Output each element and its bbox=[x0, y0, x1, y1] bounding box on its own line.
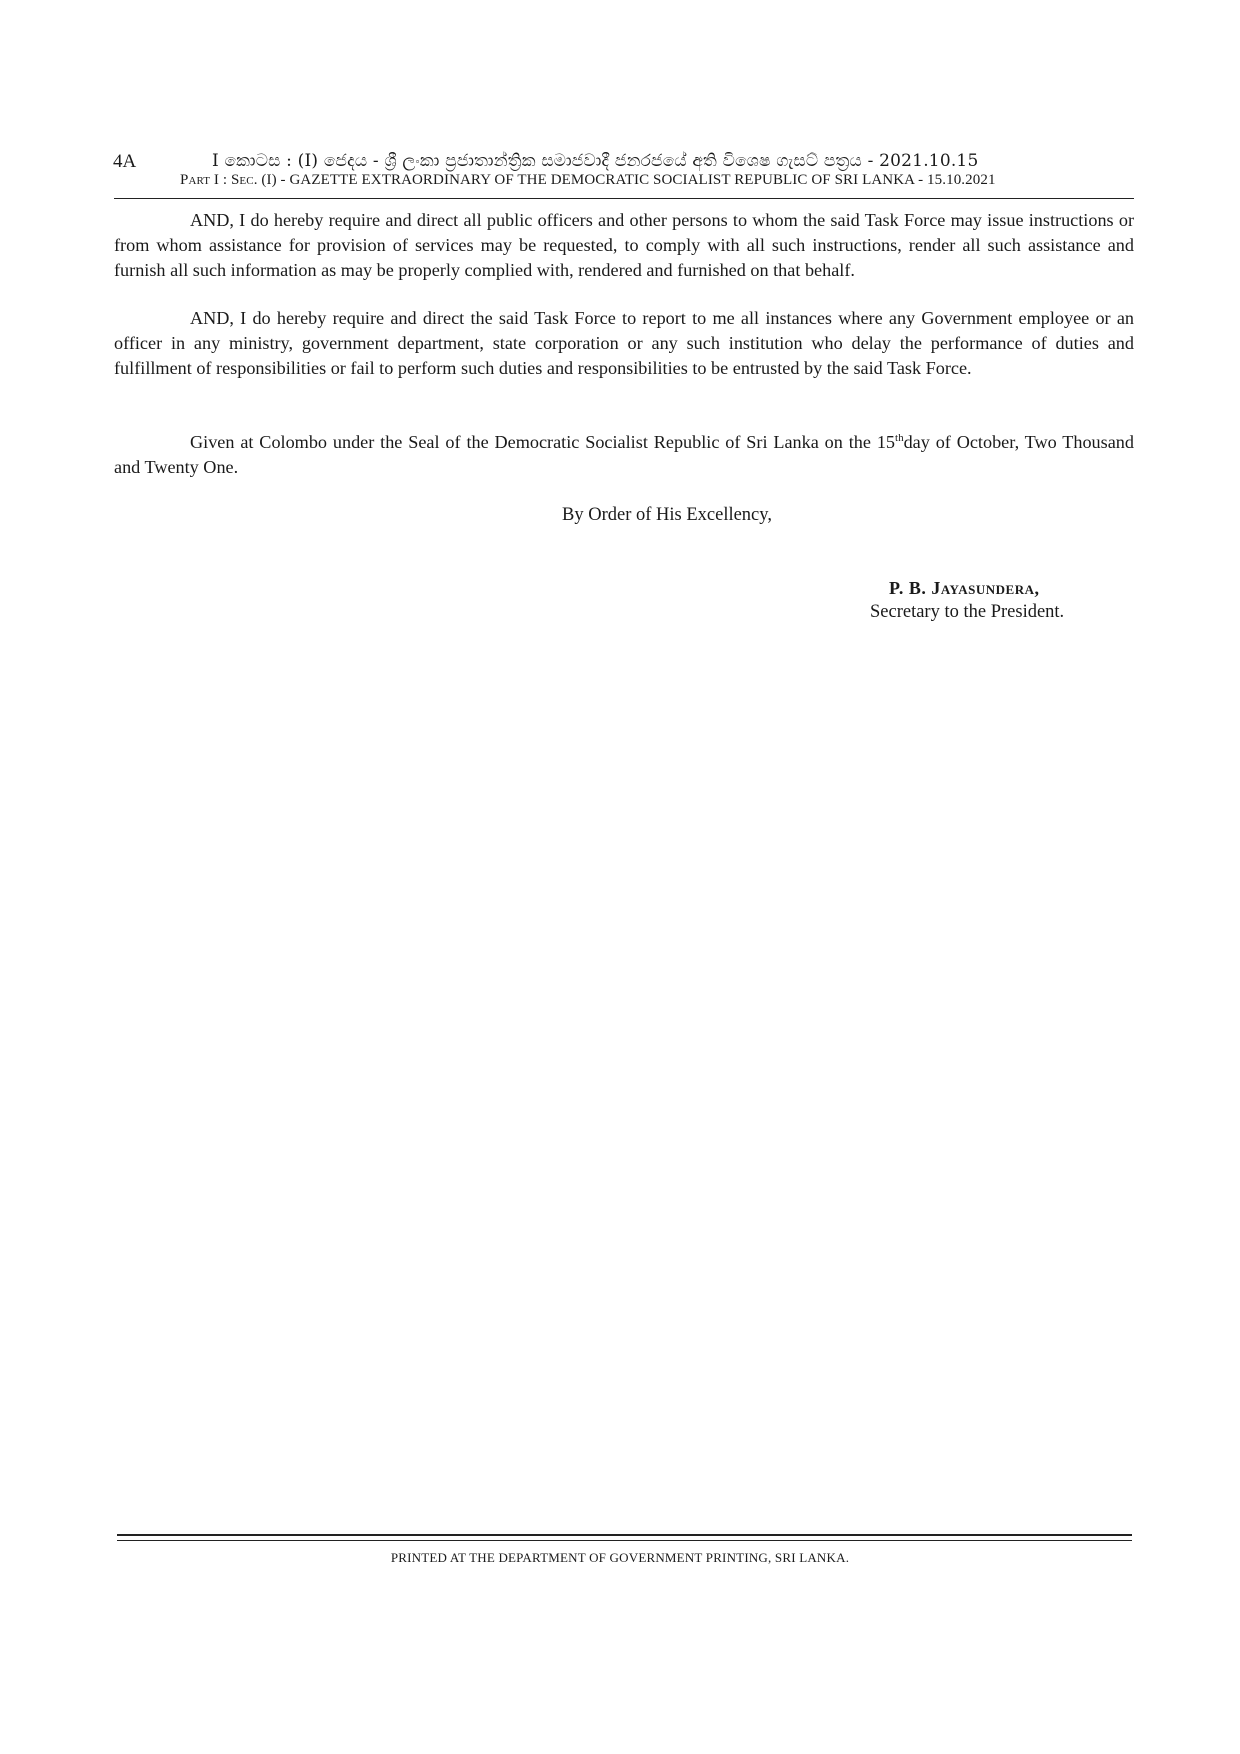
footer-divider-thick bbox=[117, 1534, 1132, 1536]
paragraph-3 bbox=[114, 430, 1134, 480]
footer-divider-thin bbox=[117, 1540, 1132, 1541]
by-order-line: By Order of His Excellency, bbox=[562, 505, 772, 525]
header-english-title-text: (I) - GAZETTE EXTRAORDINARY OF THE DEMOCRATIC SOCIALIST REPUBLIC OF SRI LANKA - 15.10.2021 bbox=[257, 172, 996, 188]
header-part-label: Part I : Sec. bbox=[180, 172, 258, 188]
paragraph-3-after: day of October, Two Thousand and Twenty One. bbox=[114, 432, 1134, 477]
paragraph-1 bbox=[114, 208, 1134, 283]
paragraph-1-text: AND, I do hereby require and direct all public officers and other persons to whom the said Task Force may issue instructions or from whom assistance for provision of services may be requested, to comply with all such instructions, render all such assistance and furnish all such information as may be properly complied with, rendered and furnished on that behalf. bbox=[114, 210, 1134, 280]
header-sinhala-title: I කොටස : (I) ජෙදය - ශ්‍රී ලංකා ප්‍රජාතාන්ත්‍රික සමාජවාදී ජනරජයේ අති විශෙෂ ගැසට් පත්‍රය - 2021.10.15 bbox=[212, 151, 979, 171]
paragraph-3-text bbox=[114, 430, 1134, 480]
ordinal-suffix: th bbox=[895, 431, 904, 444]
paragraph-3-before: Given at Colombo under the Seal of the Democratic Socialist Republic of Sri Lanka on the 15 bbox=[190, 432, 896, 452]
header-english-title bbox=[180, 172, 996, 189]
paragraph-2 bbox=[114, 306, 1134, 381]
signatory-title: Secretary to the President. bbox=[870, 602, 1065, 622]
printer-note: PRINTED AT THE DEPARTMENT OF GOVERNMENT PRINTING, SRI LANKA. bbox=[390, 1550, 850, 1565]
paragraph-2-text: AND, I do hereby require and direct the said Task Force to report to me all instances where any Government employee or an officer in any ministry, government department, state corporation or any such institution who delay the performance of duties and fulfillment of responsibilities or fail to perform such duties and responsibilities to be entrusted by the said Task Force. bbox=[114, 308, 1134, 378]
header-divider bbox=[114, 198, 1134, 199]
page-number: 4A bbox=[113, 151, 137, 172]
signatory-name: P. B. Jayasundera, bbox=[889, 578, 1040, 598]
